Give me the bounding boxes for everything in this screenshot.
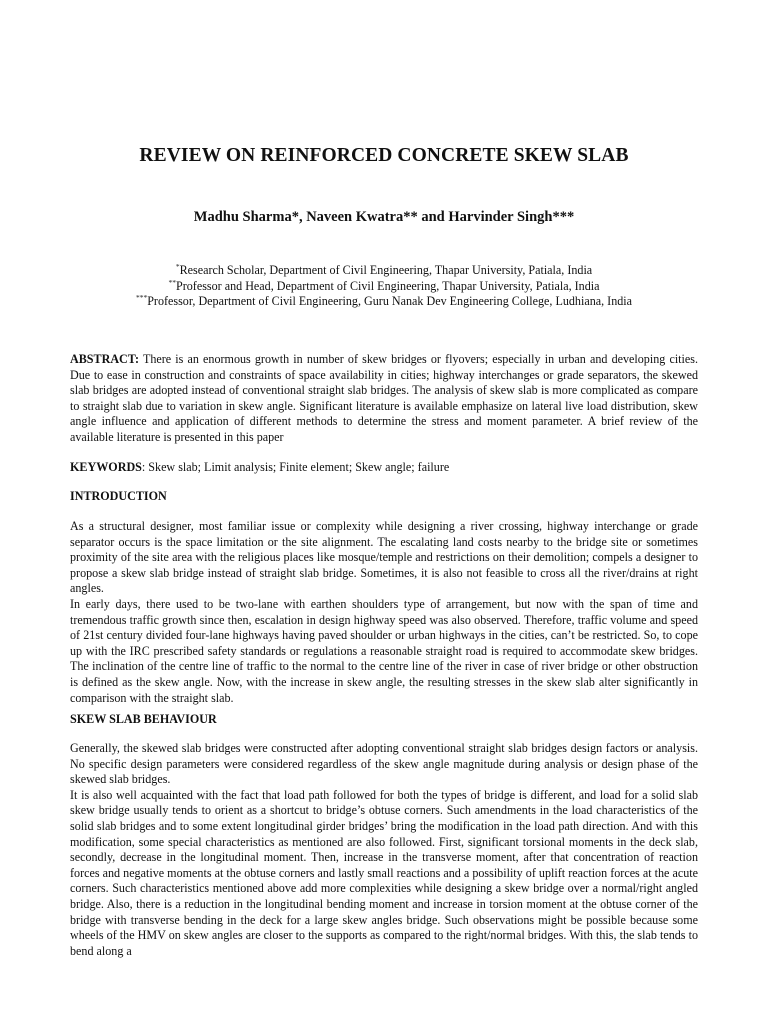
- paragraph: In early days, there used to be two-lane with earthen shoulders type of arrangement, but now with the span of time and tremendous traffic growth since then, escalation in design highway speed was also observed. Therefore, traffic volume and speed of 21st century divided four-lane highways having paved shoulder or urban highways in the cities, can’t be restricted. So, to cope up with the IRC prescribed safety standards or regulations a reasonable straight road is required to accommodate skew bridges. The inclination of the centre line of traffic to the normal to the centre line of the river in case of river bridge or other obstruction is defined as the skew angle. Now, with the increase in skew angle, the resulting stresses in the skew slab alter significantly in comparison with the straight slab.: [70, 596, 698, 705]
- affiliation-2-text: Professor and Head, Department of Civil Engineering, Thapar University, Patiala, India: [176, 278, 600, 293]
- author-list: Madhu Sharma*, Naveen Kwatra** and Harvinder Singh***: [193, 209, 575, 225]
- affiliation-3: [0, 294, 768, 310]
- affiliation-2: [0, 279, 768, 295]
- section-heading-introduction: INTRODUCTION: [70, 489, 167, 503]
- affiliation-1-mark: *: [175, 262, 180, 271]
- section-body-skew-slab-behaviour: [70, 741, 698, 959]
- section-body-introduction: [70, 519, 698, 706]
- affiliation-1-text: Research Scholar, Department of Civil Engineering, Thapar University, Patiala, India: [179, 263, 593, 277]
- affiliation-3-mark: ***: [135, 293, 148, 302]
- paragraph: It is also well acquainted with the fact that load path followed for both the types of bridge is different, and load for a solid slab skew bridge usually tends to orient as a shortcut to bridge’s obtuse corners. Such amendments in the load characteristics of the solid slab bridges and to some extent longitudinal girder bridges’ bring the modification in the load path direction. And with this modification, some special characteristics as mentioned are also followed. First, significant torsional moments in the deck slab, secondly, decrease in the longitudinal moment. Then, increase in the transverse moment, after that concentration of reaction forces and negative moments at the obtuse corners and lastly small reactions and a possibility of uplift reaction forces at the acute corners. Such characteristics mentioned above add more complexities while designing a skew bridge over a normal/right angled bridge. Also, there is a reduction in the longitudinal bending moment and increase in torsion moment at the obtuse corner of the bridge with transverse bending in the deck for a large skew angles bridge. Such observations might be possible because some wheels of the HMV on skew angles are closer to the supports as compared to the right/normal bridges. With this, the slab tends to bend along a: [70, 787, 698, 958]
- abstract-label: ABSTRACT:: [70, 352, 139, 366]
- paper-title: REVIEW ON REINFORCED CONCRETE SKEW SLAB: [139, 145, 629, 166]
- abstract-text: There is an enormous growth in number of skew bridges or flyovers; especially in urban and developing cities. Due to ease in construction and constraints of space availability in cities; highway interchanges or grade separators, the skewed slab bridges are adopted instead of conventional straight slab bridges. The analysis of skew slab is more complicated as compare to straight slab due to variation in skew angle. Significant literature is available emphasize on lateral live load distribution, skew angle influence and application of different methods to determine the stress and moment parameter. A brief review of the available literature is presented in this paper: [70, 352, 698, 444]
- keywords: [70, 460, 698, 476]
- keywords-text: : Skew slab; Limit analysis; Finite element; Skew angle; failure: [141, 460, 450, 474]
- affiliation-1: [0, 263, 768, 279]
- section-heading-skew-slab-behaviour: SKEW SLAB BEHAVIOUR: [70, 712, 217, 726]
- paragraph: As a structural designer, most familiar issue or complexity while designing a river crossing, highway interchange or grade separator occurs is the space limitation or the site alignment. The escalating land costs nearby to the bridge site or sometimes proximity of the site area with the religious places like mosque/temple and restrictions on their demolition; compels a designer to propose a skew slab bridge instead of straight slab bridge. Sometimes, it is also not feasible to cross all the river/drains at right angles.: [70, 519, 698, 596]
- keywords-label: KEYWORDS: [70, 460, 142, 474]
- paragraph: Generally, the skewed slab bridges were constructed after adopting conventional straight slab bridges design factors or analysis. No specific design parameters were considered regardless of the skew angle magnitude during analysis or design phase of the skewed slab bridges.: [70, 741, 698, 787]
- abstract: [70, 352, 698, 446]
- affiliation-3-text: Professor, Department of Civil Engineering, Guru Nanak Dev Engineering College, Ludhiana, India: [147, 294, 633, 308]
- affiliation-list: [0, 263, 768, 310]
- affiliation-2-mark: **: [168, 277, 176, 287]
